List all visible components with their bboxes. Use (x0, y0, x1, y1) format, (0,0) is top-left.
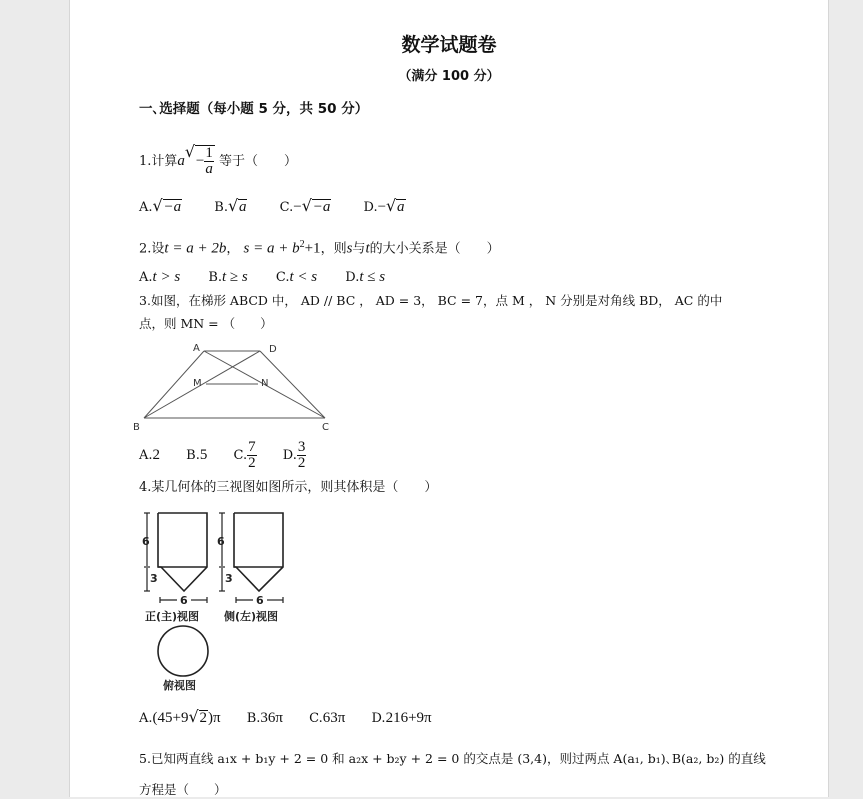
var-t: t (365, 240, 370, 257)
option-b[interactable] (186, 446, 207, 465)
option-label: D. (345, 270, 360, 285)
question-4-options (139, 709, 460, 728)
option-c[interactable] (276, 268, 317, 287)
option-value: 2 (152, 447, 161, 463)
question-2-options (139, 268, 409, 287)
var-s: s (346, 240, 353, 257)
option-d[interactable] (345, 268, 385, 287)
label-d: D (269, 344, 277, 355)
dim-width-front: 6 (180, 594, 188, 607)
radicand: −a (312, 199, 331, 215)
option-label: A. (139, 448, 153, 463)
radicand: −a (163, 199, 182, 215)
stem-var: a (177, 153, 185, 169)
stem-text: 设 (151, 241, 165, 257)
dim-3-side: 3 (225, 572, 233, 585)
stem-line-2: 点，则 MN = （ ） (139, 316, 273, 331)
option-label: C. (309, 711, 323, 726)
stem-line-1: 已知两直线 a₁x + b₁y + 2 = 0 和 a₂x + b₂y + 2 = 0 的交点是 (3,4)，则过两点 A(a₁, b₁)､B(a₂, b₂) 的直线 (150, 751, 766, 766)
question-number: 4. (139, 480, 152, 495)
option-label: B. (208, 270, 222, 285)
question-number: 2. (139, 241, 152, 257)
option-a[interactable] (139, 446, 160, 465)
dim-width-side: 6 (256, 594, 264, 607)
option-expr: t > s (152, 269, 181, 285)
question-3-stem (139, 292, 722, 310)
option-value: 5 (199, 447, 208, 463)
radical-icon: √ (184, 142, 196, 161)
stem-text: 某几何体的三视图如图所示，则其体积是（ ） (151, 480, 438, 495)
label-b: B (133, 422, 140, 433)
question-3-stem-cont (139, 315, 273, 333)
question-2-stem (139, 236, 500, 258)
section-heading: 一､选择题（每小题 5 分，共 50 分） (139, 101, 369, 117)
question-number: 3. (139, 293, 151, 308)
numerator: 3 (297, 439, 306, 455)
option-label: D. (282, 448, 297, 463)
stem-text: 与 (352, 241, 366, 257)
document-page (69, 0, 829, 797)
stem-suffix: 等于（ ） (219, 154, 298, 169)
question-number: 1. (139, 154, 152, 169)
numerator: 1 (205, 145, 213, 161)
question-5-stem-cont (139, 781, 227, 799)
front-view-label: 正(主)视图 (145, 610, 200, 623)
label-m: M (193, 378, 202, 389)
option-c[interactable] (234, 440, 257, 471)
top-view-label: 俯视图 (163, 679, 196, 692)
radical-icon: √ (188, 707, 199, 726)
radical-icon: √ (301, 196, 312, 215)
option-a[interactable] (139, 268, 180, 287)
option-prefix: − (293, 199, 302, 215)
side-view-label: 侧(左)视图 (224, 610, 279, 623)
option-label: C. (233, 448, 248, 463)
option-label: A. (139, 270, 153, 285)
expression: s = a + b (243, 240, 300, 257)
exponent: 2 (299, 239, 305, 250)
denominator: 2 (297, 455, 306, 471)
dim-6-side: 6 (217, 535, 225, 548)
question-1-options (139, 198, 434, 217)
minus-sign: − (195, 153, 205, 169)
option-b[interactable] (214, 198, 247, 217)
option-expr: (45+9 (152, 710, 189, 726)
option-prefix: − (377, 199, 387, 215)
trapezoid-figure (132, 338, 332, 438)
option-label: A. (139, 711, 153, 726)
option-b[interactable] (208, 268, 247, 287)
denominator: 2 (248, 455, 256, 471)
radical-icon: √ (152, 196, 163, 215)
option-b[interactable] (247, 709, 283, 728)
radicand: a (397, 199, 405, 215)
fraction (204, 146, 214, 177)
stem-text: 计算 (151, 154, 178, 169)
expression: t = a + 2b (164, 240, 227, 257)
three-view-figure (137, 508, 307, 693)
option-label: A. (139, 200, 153, 215)
separator: ， (226, 241, 240, 257)
option-d[interactable] (283, 440, 307, 471)
question-1-stem (139, 142, 298, 177)
option-label: D. (363, 200, 378, 215)
question-number: 5. (139, 751, 151, 766)
option-expr: t ≤ s (359, 269, 386, 285)
option-expr: 36π (260, 710, 283, 726)
radical-icon: √ (227, 196, 239, 215)
option-label: B. (246, 711, 261, 726)
option-c[interactable] (309, 709, 345, 728)
stem-line-2: 方程是（ ） (139, 782, 227, 797)
sqrt-expression (184, 142, 215, 177)
option-label: C. (275, 270, 290, 285)
option-a[interactable] (139, 198, 182, 217)
stem-text: 的大小关系是（ ） (369, 241, 500, 257)
radicand: 2 (199, 710, 207, 726)
option-a[interactable] (139, 709, 221, 728)
radicand: a (238, 199, 247, 215)
stem-line-1: 如图，在梯形 ABCD 中， AD // BC ， AD = 3， BC = 7，点 M ， N 分别是对角线 BD， AC 的中 (150, 293, 723, 308)
question-3-options (139, 440, 334, 471)
label-n: N (261, 378, 269, 389)
option-d[interactable] (363, 198, 405, 217)
option-expr: t < s (289, 269, 318, 285)
page-subtitle: （满分 100 分） (398, 69, 500, 84)
option-expr: 63π (322, 710, 346, 726)
question-4-stem (139, 479, 437, 497)
option-expr: t ≥ s (222, 269, 248, 285)
option-label: B. (186, 448, 200, 463)
label-c: C (322, 422, 329, 433)
stem-text: ，则 (320, 241, 347, 257)
radical-icon: √ (386, 196, 397, 215)
dim-6-front: 6 (142, 535, 150, 548)
option-d[interactable] (371, 709, 431, 728)
option-label: B. (214, 200, 228, 215)
option-label: C. (279, 200, 294, 215)
expression: +1 (304, 240, 321, 257)
label-a: A (193, 343, 200, 354)
numerator: 7 (248, 439, 256, 455)
dim-3-front: 3 (150, 572, 158, 585)
option-c[interactable] (280, 198, 332, 217)
denominator: a (205, 161, 213, 177)
page-title: 数学试题卷 (401, 34, 497, 56)
option-expr: 216+9π (385, 710, 432, 726)
question-5-stem (139, 750, 766, 768)
option-expr: )π (208, 710, 221, 726)
option-label: D. (371, 711, 386, 726)
